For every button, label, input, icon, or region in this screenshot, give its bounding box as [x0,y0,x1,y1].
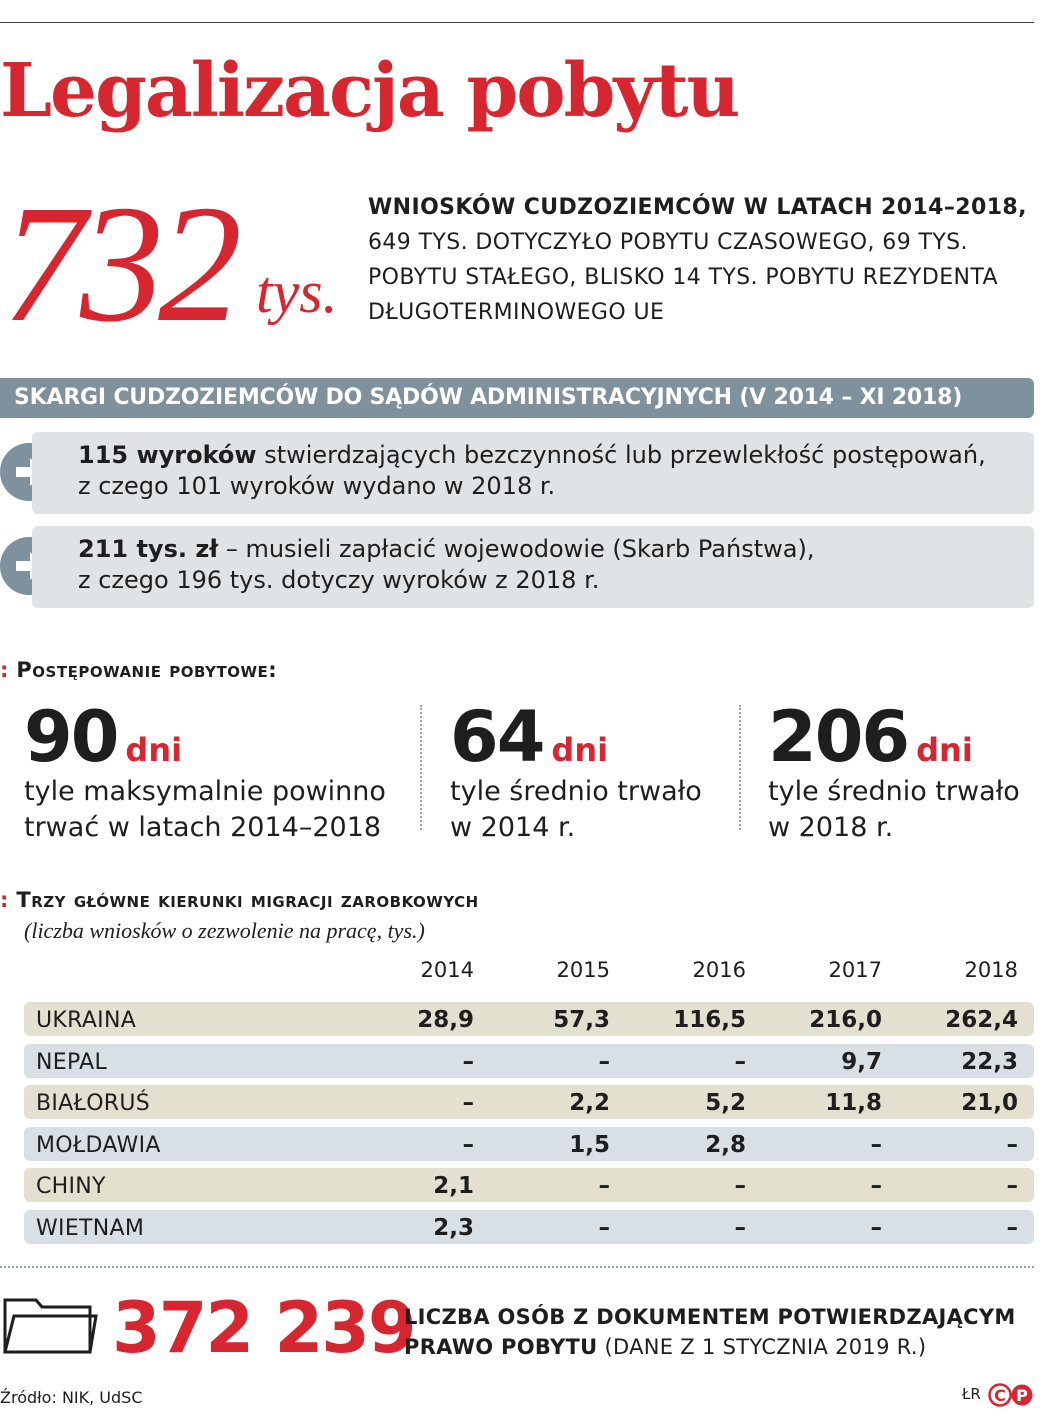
stat-desc: w 2018 r. [768,812,894,843]
country-label: UKRAINA [36,1008,137,1033]
complaint-line1: – musieli zapłacić wojewodowie (Skarb Państwa), [218,535,815,563]
complaint-item [32,526,1034,608]
headline-text-rest: 649 TYS. DOTYCZYŁO POBYTU CZASOWEGO, 69 TYS. POBYTU STAŁEGO, BLISKO 14 TYS. POBYTU REZYDENTA DŁUGOTERMINOWEGO UE [368,230,998,325]
year-header: 2017 [828,958,882,982]
table-row [24,1002,1034,1036]
table-row [24,1210,1034,1244]
cp-logo-icon [988,1382,1036,1412]
table-cell: 1,5 [569,1131,610,1158]
stat-block [24,696,386,846]
procedure-header-text: Postępowanie pobytowe: [16,658,278,682]
procedure-header [0,658,277,682]
table-row [24,1044,1034,1078]
stat-value: 90 [24,696,118,778]
stat-block [768,696,1020,846]
stat-unit: dni [125,731,183,769]
stat-desc: w 2014 r. [450,812,576,843]
table-cell: 262,4 [945,1007,1018,1033]
table-title-text: Trzy główne kierunki migracji zarobkowych [16,888,479,912]
svg-text:C: C [994,1386,1006,1405]
divider [739,705,741,830]
table-cell: 116,5 [673,1007,746,1033]
svg-text:P: P [1016,1386,1028,1405]
table-cell: – [598,1173,610,1199]
table-cell: 11,8 [825,1090,882,1116]
folder-icon [2,1294,98,1360]
footer-text-rest: (DANE Z 1 STYCZNIA 2019 R.) [604,1335,927,1359]
country-label: CHINY [36,1174,106,1199]
source-note: Źródło: NIK, UdSC [0,1388,143,1407]
year-header: 2014 [420,958,474,982]
table-cell: 5,2 [705,1090,746,1116]
headline-text [368,190,1048,330]
top-rule [0,22,1034,23]
footer-text [404,1302,1054,1362]
stat-desc: tyle maksymalnie powinno [24,776,386,807]
country-label: MOŁDAWIA [36,1132,161,1158]
table-cell: – [734,1173,746,1199]
complaint-line2: z czego 196 tys. dotyczy wyroków z 2018 r. [78,566,600,594]
stat-desc: trwać w latach 2014–2018 [24,812,382,843]
table-cell: 28,9 [417,1007,474,1033]
table-cell: 2,2 [569,1090,610,1116]
country-label: NEPAL [36,1049,108,1075]
stat-block [450,696,702,846]
table-subtitle: (liczba wniosków o zezwolenie na pracę, tys.) [24,918,425,943]
year-header: 2018 [964,958,1018,982]
table-cell: – [462,1048,474,1075]
table-cell: – [870,1214,882,1241]
complaint-bold: 211 tys. zł [78,535,219,563]
stat-unit: dni [916,731,973,769]
stat-desc: tyle średnio trwało [768,776,1020,807]
table-cell: 57,3 [553,1007,610,1033]
table-cell: – [1006,1173,1018,1199]
headline-number: 732 [2,171,236,357]
table-cell: 2,3 [433,1214,474,1241]
complaint-item [32,432,1034,514]
year-header: 2015 [556,958,610,982]
footer-text-bold: LICZBA OSÓB Z DOKUMENTEM POTWIERDZAJĄCYM PRAWO POBYTU [404,1305,1016,1359]
complaints-header: SKARGI CUDZOZIEMCÓW DO SĄDÓW ADMINISTRACYJNYCH (V 2014 – XI 2018) [0,378,1034,418]
table-row [24,1168,1034,1202]
divider [0,1266,1034,1268]
author-signature: ŁR [962,1385,981,1403]
table-row [24,1085,1034,1119]
table-cell: 21,0 [961,1090,1018,1116]
table-cell: – [1006,1131,1018,1158]
stat-value: 64 [450,696,544,778]
footer-number: 372 239 [112,1287,415,1369]
complaint-line1: stwierdzających bezczynność lub przewlekłość postępowań, [256,441,986,469]
table-cell: 22,3 [961,1048,1018,1075]
table-title [0,888,479,912]
table-cell: – [462,1131,474,1158]
complaint-line2: z czego 101 wyroków wydano w 2018 r. [78,472,556,500]
stat-unit: dni [551,731,609,769]
table-cell: – [598,1048,610,1075]
page-title: Legalizacja pobytu [0,48,739,134]
complaint-bold: 115 wyroków [78,441,257,469]
table-cell: – [462,1090,474,1116]
colon-dots-icon: : [0,658,9,682]
table-cell: 216,0 [809,1007,882,1033]
table-cell: – [870,1131,882,1158]
table-row [24,1127,1034,1161]
colon-dots-icon: : [0,888,9,912]
table-cell: – [734,1048,746,1075]
table-cell: 2,8 [705,1131,746,1158]
country-label: WIETNAM [36,1215,145,1241]
year-header: 2016 [692,958,746,982]
table-cell: 9,7 [841,1048,882,1075]
table-cell: – [870,1173,882,1199]
country-label: BIAŁORUŚ [36,1091,151,1116]
table-cell: – [598,1214,610,1241]
table-cell: – [734,1214,746,1241]
divider [420,705,422,830]
headline-unit: tys. [256,259,338,325]
stat-value: 206 [768,696,909,778]
table-cell: 2,1 [433,1173,474,1199]
table-cell: – [1006,1214,1018,1241]
headline-text-bold: WNIOSKÓW CUDZOZIEMCÓW W LATACH 2014–2018, [368,195,1027,220]
stat-desc: tyle średnio trwało [450,776,702,807]
